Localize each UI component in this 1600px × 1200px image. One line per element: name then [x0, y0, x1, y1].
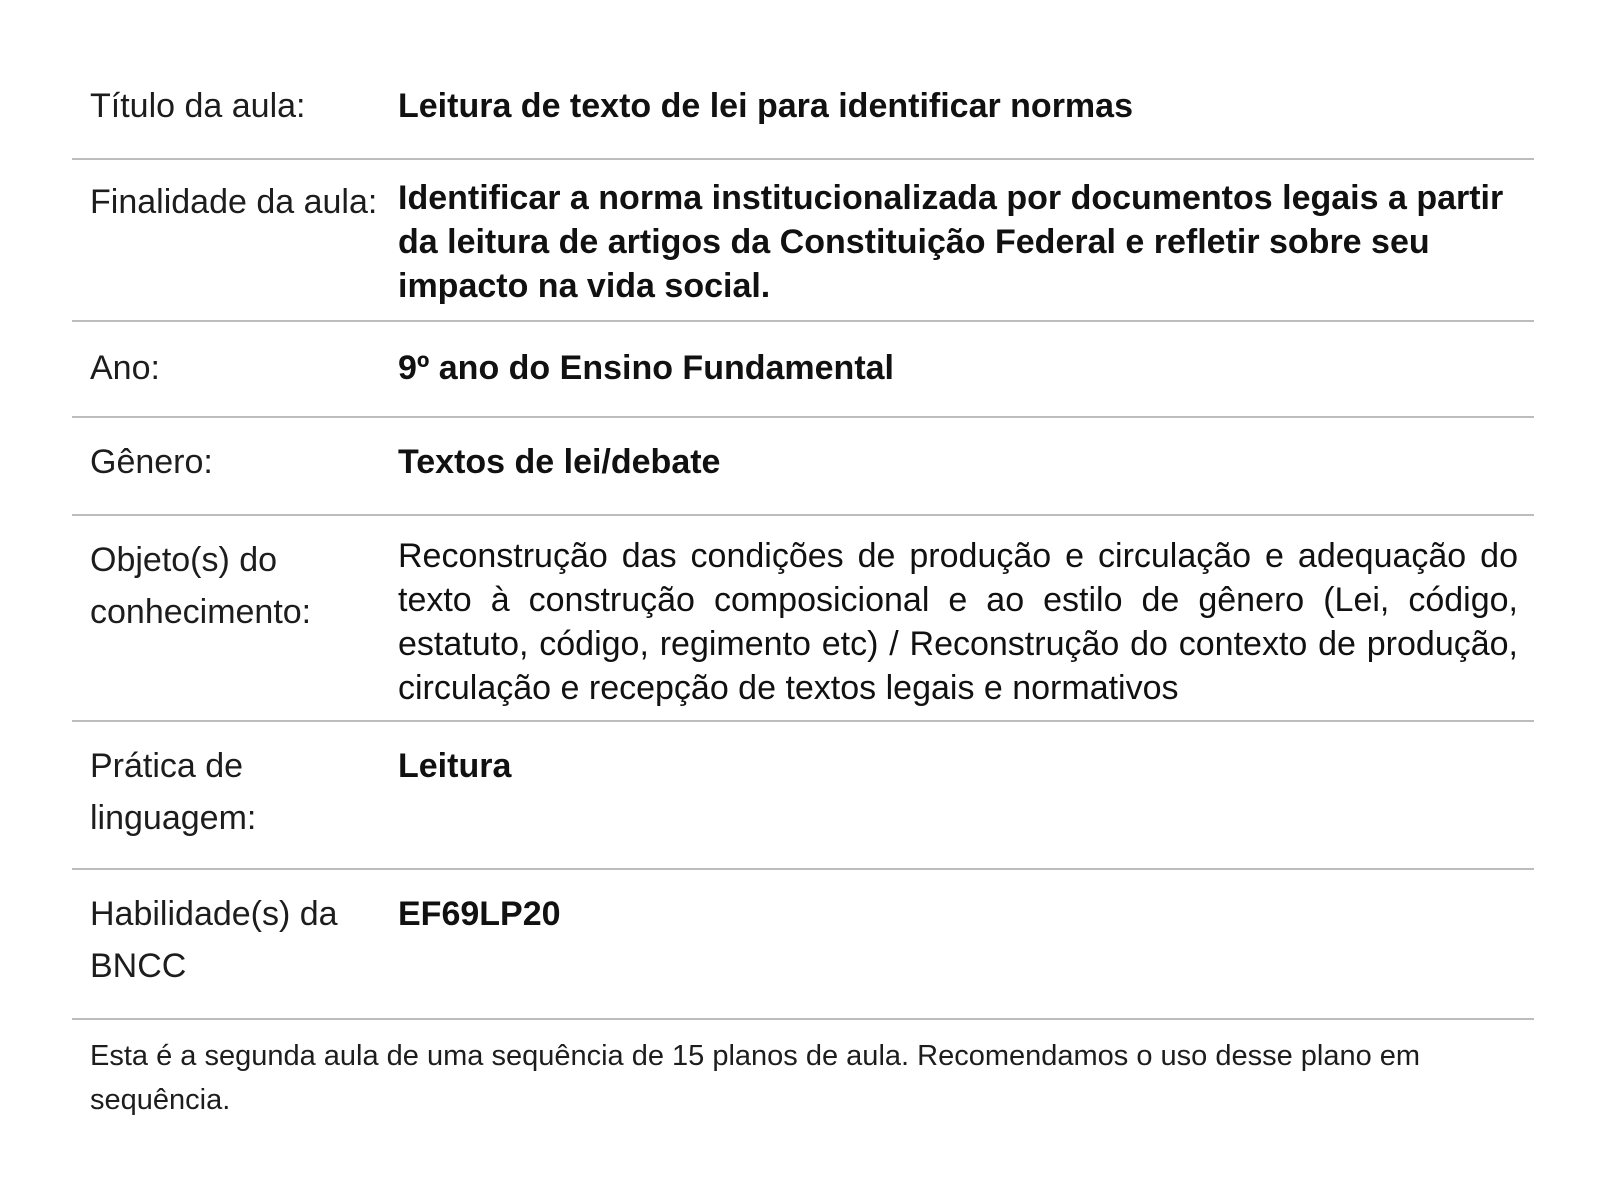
row-value: Identificar a norma institucionalizada por documentos legais a partir da leitura de artigos da Constituição Federal e refletir sobre seu impacto na vida social.: [398, 179, 1504, 305]
sequence-note: Esta é a segunda aula de uma sequência de 15 planos de aula. Recomendamos o uso desse plano em sequência.: [90, 1040, 1421, 1116]
row-value: Leitura de texto de lei para identificar normas: [398, 87, 1133, 125]
row-value: EF69LP20: [398, 895, 561, 933]
row-ano: [72, 322, 1534, 418]
row-value: 9º ano do Ensino Fundamental: [398, 349, 895, 387]
row-pratica: [72, 722, 1534, 870]
row-genero: [72, 418, 1534, 516]
row-label: Prática de linguagem:: [90, 747, 257, 837]
row-label: Título da aula:: [90, 87, 306, 125]
row-value: Textos de lei/debate: [398, 443, 721, 481]
row-label: Gênero:: [90, 443, 213, 481]
row-label: Habilidade(s) da BNCC: [90, 895, 338, 985]
row-habilidades: [72, 870, 1534, 1020]
row-label: Finalidade da aula:: [90, 183, 378, 221]
row-finalidade: [72, 160, 1534, 322]
row-label: Ano:: [90, 349, 160, 387]
row-objetos: [72, 516, 1534, 722]
lesson-plan-table: [72, 62, 1534, 1122]
row-value: Leitura: [398, 747, 512, 785]
row-label: Objeto(s) do conhecimento:: [90, 541, 312, 631]
row-value: Reconstrução das condições de produção e circulação e adequação do texto à construção composicional e ao estilo de gênero (Lei, código, estatuto, código, regimento etc) / Reconstrução do contexto de produção, circulação e recepção de textos legais e normativos: [398, 537, 1518, 707]
row-titulo: [72, 62, 1534, 160]
